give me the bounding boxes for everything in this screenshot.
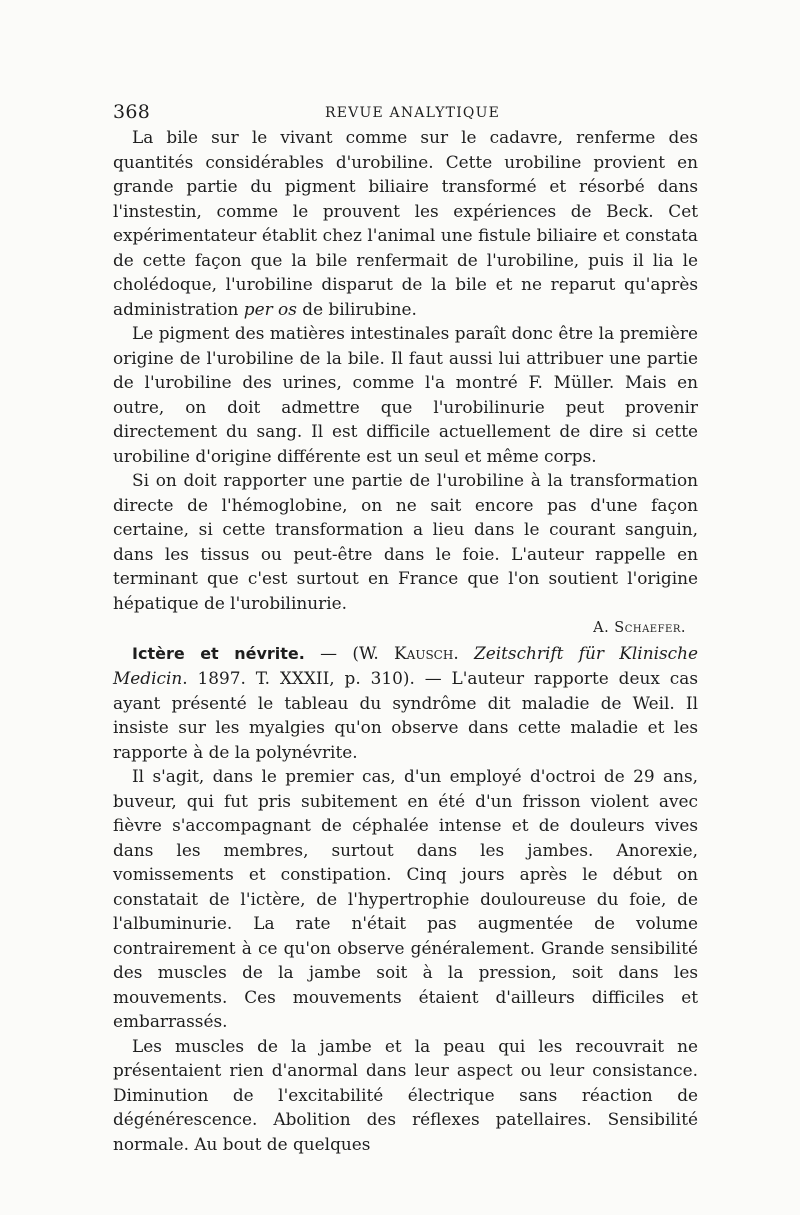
journal-title: Zeitschrift für Klinische Medicin (113, 642, 698, 688)
article-dash: — (W. (304, 642, 395, 663)
article-paragraph-3: Les muscles de la jambe et la peau qui les recouvrait ne présentaient rien d'anormal dans leur aspect ou leur consistance. Diminution de l'excitabilité électrique sans réaction de dégénérescence. Abolition des réflexes patellaires. Sensibilité normale. Au bout de quelques (113, 1035, 698, 1154)
paragraph-2: Le pigment des matières intestinales paraît donc être la première origine de l'urobiline de la bile. Il faut aussi lui attribuer une partie de l'urobiline des urines, comme l'a montré F. Müller. Mais en outre, on doit admettre que l'urobilinurie peut provenir directement du sang. Il est difficile actuellement de dire si cette urobiline d'origine différente est un seul et même corps. (113, 323, 698, 466)
paragraph-1-end: de bilirubine. (296, 298, 417, 319)
article-title: Ictère et névrite. (132, 643, 305, 663)
paragraph-1-text: La bile sur le vivant comme sur le cadavre, renferme des quantités considérables d'urobiline. Cette urobiline provient en grande partie du pigment biliaire transformé et résorbé dans l'instestin, comme le prouvent les expériences de Beck. Cet expérimentateur établit chez l'animal une fistule biliaire et constata de cette façon que la bile renfermait de l'urobiline, puis il lia le cholédoque, l'urobiline disparut de la bile et ne reparut qu'après administration (113, 127, 698, 319)
article-sep: . (453, 642, 474, 663)
article-paragraph-2: Il s'agit, dans le premier cas, d'un employé d'octroi de 29 ans, buveur, qui fut pris subitement en été d'un frisson violent avec fièvre s'accompagnant de céphalée intense et de douleurs vives dans les membres, surtout dans les jambes. Anorexie, vomissements et constipation. Cinq jours après le début on constatait de l'ictère, de l'hypertrophie douloureuse du foie, de l'albuminurie. La rate n'était pas augmentée de volume contrairement à ce qu'on observe généralement. Grande sensibilité des muscles de la jambe soit à la pression, soit dans les mouvements. Ces mouvements étaient d'ailleurs difficiles et embarrassés. (113, 766, 698, 1031)
paragraph-1 (113, 125, 698, 321)
running-title: REVUE ANALYTIQUE (325, 105, 501, 121)
article-author: Kausch (394, 642, 454, 663)
article-paragraph-1 (113, 641, 698, 765)
page-header (113, 101, 698, 125)
per-os-italic: per os (243, 298, 297, 319)
article-citation: . 1897. T. XXXII, p. 310). — L'auteur rapporte deux cas ayant présenté le tableau du syndrôme dit maladie de Weil. Il insiste sur les myalgies qu'on observe dans cette maladie et les rapporte à de la polynévrite. (113, 668, 698, 762)
page-number: 368 (113, 101, 151, 123)
paragraph-3: Si on doit rapporter une partie de l'urobiline à la transformation directe de l'hémoglobine, on ne sait encore pas d'une façon certaine, si cette transformation a lieu dans le courant sanguin, dans les tissus ou peut-être dans le foie. L'auteur rappelle en terminant que c'est surtout en France que l'on soutient l'origine hépatique de l'urobilinurie. (113, 470, 698, 613)
body-text (113, 125, 698, 1156)
signature-line (113, 616, 698, 641)
signature: A. Schaefer. (593, 620, 686, 636)
